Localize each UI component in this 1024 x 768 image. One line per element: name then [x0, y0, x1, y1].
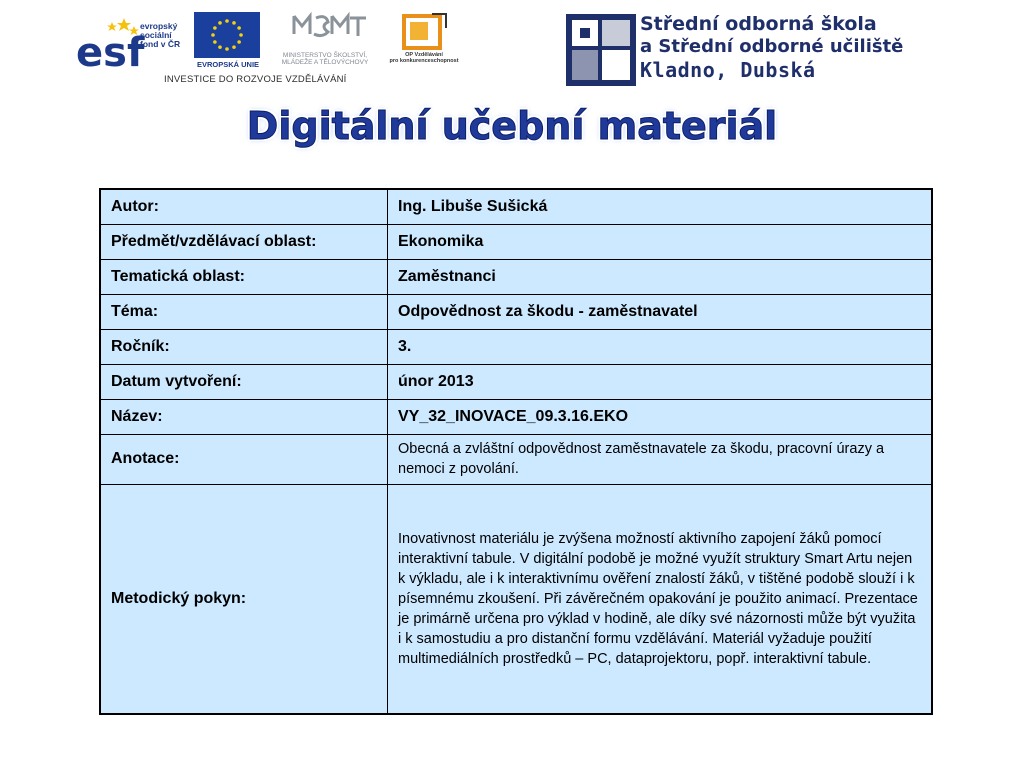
row-label: Anotace: [100, 434, 388, 484]
row-label: Název: [100, 399, 388, 434]
row-value: VY_32_INOVACE_09.3.16.EKO [388, 399, 933, 434]
school-name-line2: a Střední odborné učiliště [640, 36, 904, 57]
msmt-logo-text: MINISTERSTVO ŠKOLSTVÍ, MLÁDEŽE A TĚLOVÝCHOVY [281, 52, 369, 66]
row-label: Téma: [100, 294, 388, 329]
eu-star-icon [232, 45, 236, 49]
row-label: Předmět/vzdělávací oblast: [100, 224, 388, 259]
table-row [100, 294, 932, 329]
eu-star-icon [211, 33, 215, 37]
row-value: Odpovědnost za škodu - zaměstnavatel [388, 294, 933, 329]
table-row [100, 434, 932, 484]
eu-star-icon [239, 33, 243, 37]
table-row [100, 484, 932, 714]
investice-slogan: INVESTICE DO ROZVOJE VZDĚLÁVÁNÍ [164, 74, 347, 85]
row-value: Ekonomika [388, 224, 933, 259]
eu-star-icon [232, 21, 236, 25]
eu-star-icon [225, 19, 229, 23]
school-name [640, 12, 940, 82]
eu-star-icon [237, 40, 241, 44]
school-logo-icon [566, 14, 636, 86]
eu-flag-icon [194, 12, 260, 58]
table-row [100, 259, 932, 294]
row-value: Ing. Libuše Sušická [388, 189, 933, 224]
row-value: 3. [388, 329, 933, 364]
svg-text:esf: esf [76, 30, 145, 70]
row-label: Ročník: [100, 329, 388, 364]
op-logo-text: OP Vzdělávání pro konkurenceschopnost [389, 52, 459, 64]
page-title: Digitální učební materiál [246, 104, 778, 148]
eu-star-icon [218, 45, 222, 49]
school-name-line1: Střední odborná škola [640, 13, 877, 35]
eu-label: EVROPSKÁ UNIE [196, 60, 260, 69]
row-value: únor 2013 [388, 364, 933, 399]
esf-logo-text: evropský sociální fond v ČR [140, 21, 181, 49]
eu-star-icon [213, 26, 217, 30]
partner-logos [72, 8, 464, 88]
row-label: Autor: [100, 189, 388, 224]
table-row [100, 189, 932, 224]
row-value: Obecná a zvláštní odpovědnost zaměstnavatele za škodu, pracovní úrazy a nemoci z povolání. [388, 434, 933, 484]
material-info-table [99, 188, 933, 715]
row-label: Metodický pokyn: [100, 484, 388, 714]
table-row [100, 329, 932, 364]
row-label: Datum vytvoření: [100, 364, 388, 399]
row-label: Tematická oblast: [100, 259, 388, 294]
school-name-line3: Kladno, Dubská [640, 58, 816, 82]
eu-star-icon [225, 47, 229, 51]
table-row [100, 224, 932, 259]
table-row [100, 364, 932, 399]
eu-star-icon [218, 21, 222, 25]
eu-star-icon [237, 26, 241, 30]
row-value: Inovativnost materiálu je zvýšena možností aktivního zapojení žáků pomocí interaktivní tabule. V digitální podobě je možné využít struktury Smart Artu nejen k výkladu, ale i k interaktivnímu ověření znalostí žáků, v tištěné podobě slouží i k písemnému zkoušení. Při závěrečném opakování je použito animací. Prezentace je primárně určena pro výklad v hodině, ale díky své názornosti může být využita i k samostudiu a pro distanční formu vzdělávání. Materiál vyžaduje použití multimediálních prostředků – PC, dataprojektoru, popř. interaktivní tabule. [388, 484, 933, 714]
eu-star-icon [213, 40, 217, 44]
row-value: Zaměstnanci [388, 259, 933, 294]
table-row [100, 399, 932, 434]
